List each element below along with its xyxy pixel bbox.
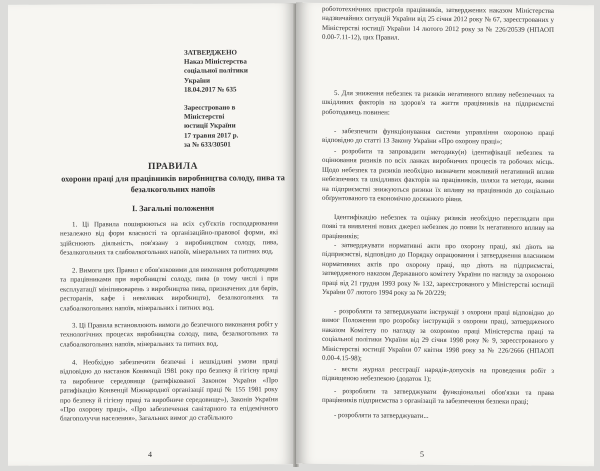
- page-number: 5: [420, 449, 424, 459]
- approval-line: України: [184, 76, 211, 85]
- registration-line: Міністерстві: [184, 112, 225, 122]
- list-item: - розробляти та затверджувати інструкції з охорони праці відповідно до вимог Положення про розробку інструкцій з охорони праці, затвердженого наказом Комітету по нагляду за охороною праці Міністерства праці та соціальної політики України від 29 січня 1998 року № 9, зареєстрованого у Міністерстві юстиції України 07 квітня 1998 року за № 226/2666 (НПАОП 0.00-4.15-98);: [322, 308, 554, 363]
- document-title: ПРАВИЛА: [147, 161, 198, 173]
- open-book: [8, 4, 594, 467]
- page-number: 4: [148, 450, 152, 460]
- approval-line: Наказ Міністерства: [184, 57, 247, 67]
- continued-paragraph: робототехнічних пристроїв працівників, затверджених наказом Міністерства надзвичайних ситуацій України від 25 січня 2012 року № 67, зареєстрованих у Міністерстві юстиції України 14 лютого 2012 року за № 226/20539 (НПАОП 0.00-7.11-12), цих Правил.: [322, 5, 554, 42]
- registration-line: 17 травня 2017 р.: [184, 131, 239, 140]
- paragraph-5: 5. Для зниження небезпек та ризиків негативного впливу небезпечних та шкідливих факторів на здоров'я та життя працівників на підприємстві роботодавець повинен:: [322, 90, 554, 117]
- list-item: - вести журнал реєстрації нарядів-допусків на проведення робіт з підвищеною небезпекою (додаток 1);: [322, 366, 554, 384]
- paragraph-1: 1. Ці Правила поширюються на всіх суб'єктів господарювання незалежно від форм власності та організаційно-правової форми, які здійснюють діяльність, пов'язану з виробництвом солоду, пива, безалкогольних та слабоалкогольних напоїв, мінеральних та питних вод.: [60, 220, 278, 257]
- approval-stamp: [184, 48, 296, 95]
- paragraph-4: 4. Необхідно забезпечити безпечні і нешкідливі умови праці відповідно до настанов Конвенції 1981 року про безпеку й гігієну праці та виробниче середовище (ратифікованої Законом України «Про ратифікацію Конвенції Міжнародної організації праці № 155 1981 року про безпеку й гігієну праці та виробниче середовище»), Законів України «Про охорону праці», «Про забезпечення санітарного та епідемічного благополуччя населення», Загальних вимог до стабільного: [60, 358, 278, 423]
- registration-stamp: [184, 103, 296, 150]
- paragraph-2: 2. Вимоги цих Правил є обов'язковими для виконання роботодавцями та працівниками при виробництві солоду, пива (в тому числі і при експлуатації мініпивоварень з виробництва пива, призначених для барів, ресторанів, кафе і невеликих виробництв), безалкогольних та слабоалкогольних напоїв, мінеральних і питних вод.: [60, 266, 278, 313]
- registration-line: юстиції України: [184, 121, 236, 131]
- approval-line: соціальної політики: [184, 66, 248, 76]
- approval-line: 18.04.2017 № 635: [184, 85, 237, 94]
- list-item: - розробляти та затверджувати функціональні обов'язки та права працівників підприємства з організації та забезпечення безпеки праці;: [322, 388, 554, 407]
- registration-line: Зареєстровано в: [184, 103, 236, 112]
- list-item: - затверджувати нормативні акти про охорону праці, які діють на підприємстві, відповідно до Порядку опрацювання і затвердження власником нормативних актів про охорону праці, що діють на підприємстві, затвердженого наказом Державного комітету України по нагляду за охороною праці від 21 грудня 1993 року № 132, зареєстрованого у Міністерстві юстиції України 07 лютого 1994 року за № 20/229;: [322, 242, 554, 298]
- list-item: Ідентифікацію небезпек та оцінку ризиків необхідно переглядати при появі та виявленні нових джерел небезпек до появи їх негативного впливу на працівників;: [322, 214, 554, 241]
- list-item: - розробляти та затверджувати...: [334, 412, 429, 420]
- paragraph-3: 3. Ці Правила встановлюють вимоги до безпечного виконання робіт у технологічних процесах виробництва солоду, пива, безалкогольних та слабоалкогольних напоїв, мінеральних та питних вод.: [60, 321, 278, 349]
- right-page: [296, 3, 594, 467]
- document-subtitle: охорони праці для працівників виробництва солоду, пива та безалкогольних напоїв: [61, 173, 285, 194]
- list-item: - розробити та запровадити методику(и) ідентифікації небезпек та оцінювання ризиків по всіх ланках виробничих процесів та робочих місць. Щодо небезпек та ризиків необхідно визначити можливий негативний вплив небезпечних та шкідливих факторів на працівників, шляхи та методи, якими на підприємстві знижуються ризики їх впливу на працівників до соціально обґрунтованого та економічно досяжного рівня.: [322, 148, 554, 204]
- list-item: - забезпечити функціонування системи управління охороною праці відповідно до статті 13 Закону України «Про охорону праці»;: [322, 128, 554, 146]
- section-heading: I. Загальні положення: [131, 203, 215, 214]
- left-page: [8, 3, 296, 466]
- approval-heading: ЗАТВЕРДЖЕНО: [184, 48, 237, 57]
- registration-line: за № 633/30501: [184, 140, 231, 149]
